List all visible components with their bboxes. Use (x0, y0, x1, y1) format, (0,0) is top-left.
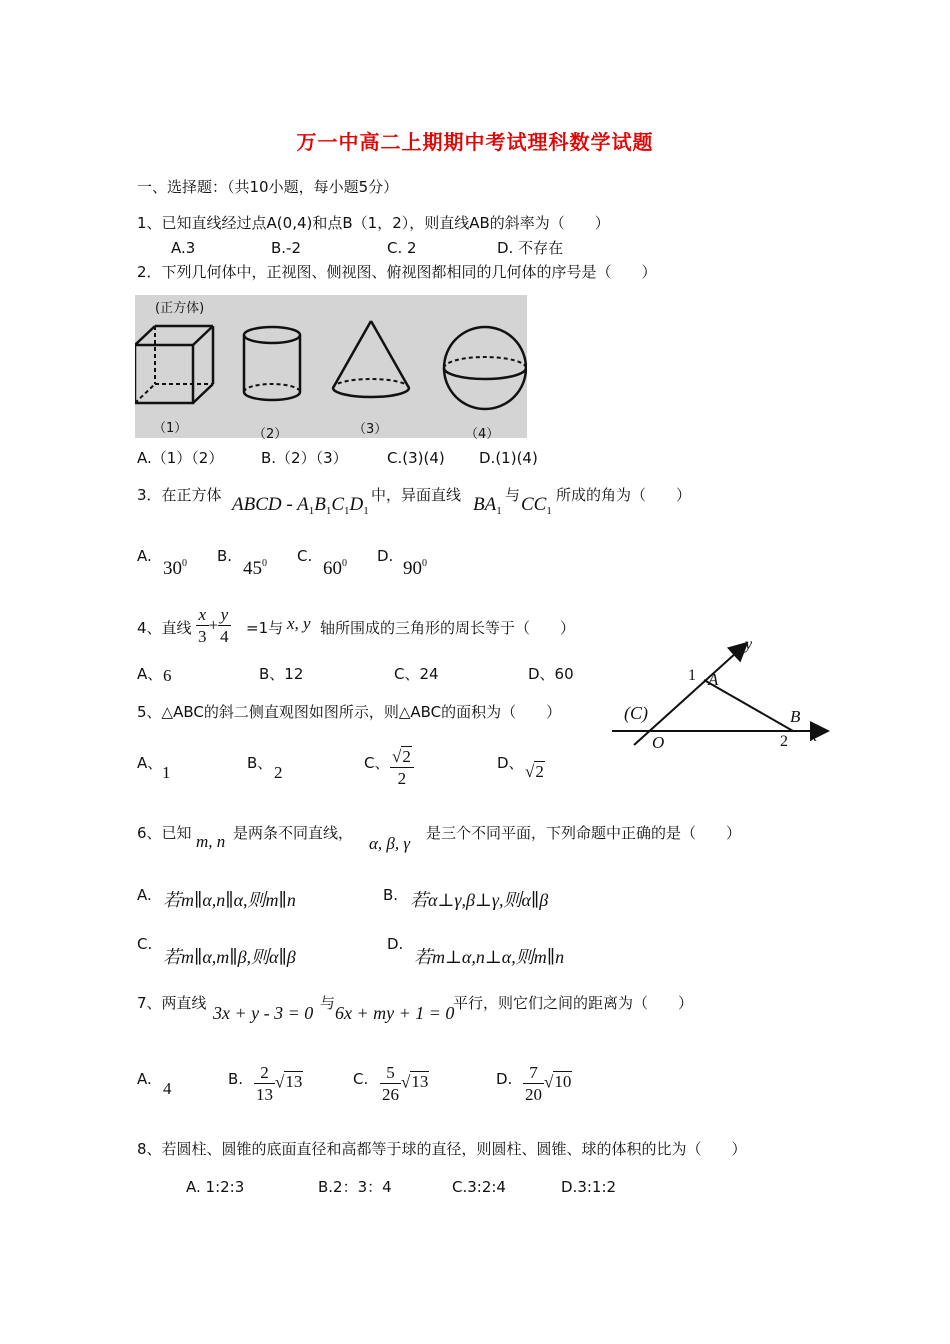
q5-option-c: C、 (364, 754, 390, 772)
q4-equation: $\frac{x}{3}$ + $\frac{y}{4}$ (198, 605, 229, 646)
q4-stem-b: =1与 (246, 619, 284, 637)
q6-planes: α, β, γ (369, 834, 411, 853)
q3-stem-d: 所成的角为（ ） (556, 486, 692, 504)
q8-option-d: D.3:1:2 (561, 1178, 617, 1196)
q6-value-a: 若m∥α,n∥α,则m∥n (163, 890, 296, 910)
q8-stem: 8、若圆柱、圆锥的底面直径和高都等于球的直径，则圆柱、圆锥、球的体积的比为（ ） (137, 1140, 747, 1158)
q6-stem-b: 是两条不同直线， (233, 824, 354, 842)
q3-value-a: $30^0$ (163, 558, 187, 579)
q7-option-b: B. (228, 1070, 244, 1088)
q4-stem-a: 4、直线 (137, 619, 192, 637)
q1-stem: 1、已知直线经过点A(0,4)和点B（1，2），则直线AB的斜率为（ ） (137, 214, 610, 232)
q6-stem-a: 6、已知 (137, 824, 192, 842)
q5-value-b: 2 (274, 763, 283, 782)
fig-origin-o: O (652, 733, 665, 752)
q3-option-a: A. (137, 547, 152, 565)
q7-equation-2: 6x + my + 1 = 0 (335, 1003, 455, 1023)
q4-axes: x, y (287, 614, 311, 633)
q5-option-b: B、 (247, 754, 273, 772)
q8-option-c: C.3:2:4 (452, 1178, 506, 1196)
q3-stem-c: 与 (505, 486, 521, 504)
q7-equation-1: 3x + y - 3 = 0 (213, 1003, 314, 1023)
q6-lines: m, n (196, 832, 226, 851)
q3-line-ba1: $BA_1$ (473, 494, 502, 517)
q7-option-d: D. (496, 1070, 513, 1088)
fig-axis-y: y (745, 636, 753, 653)
q1-option-c: C. 2 (387, 239, 417, 257)
q4-option-c: C、24 (394, 665, 439, 683)
q3-cube-name: ABCD - $A_1B_1C_1D_1$ (232, 494, 369, 517)
q7-value-c: $\frac{5}{26}$ √13 (382, 1063, 429, 1104)
q5-stem: 5、△ABC的斜二侧直观图如图所示，则△ABC的面积为（ ） (137, 703, 562, 721)
q6-value-c: 若m∥α,m∥β,则α∥β (163, 947, 296, 967)
fig-tick-2: 2 (780, 733, 788, 750)
solids-drawing (135, 295, 527, 438)
q3-stem-b: 中，异面直线 (371, 486, 462, 504)
q1-option-d: D. 不存在 (497, 239, 564, 257)
oblique-triangle-figure (610, 635, 840, 755)
q7-stem-a: 7、两直线 (137, 994, 207, 1012)
q2-stem: 2．下列几何体中，正视图、侧视图、俯视图都相同的几何体的序号是（ ） (137, 263, 657, 281)
q5-value-d: √2 (525, 762, 544, 781)
fig-point-c: (C) (624, 703, 648, 723)
q2-option-c: C.(3)(4) (387, 449, 445, 467)
q4-option-d: D、60 (528, 665, 574, 683)
q3-option-c: C. (297, 547, 313, 565)
q2-option-a: A.（1）（2） (137, 449, 224, 467)
solid-label-4: （4） (465, 427, 500, 442)
page-title: 万一中高二上期期中考试理科数学试题 (296, 130, 654, 154)
q3-option-b: B. (217, 547, 233, 565)
q7-value-b: $\frac{2}{13}$ √13 (256, 1063, 303, 1104)
q4-option-a: A、 (137, 665, 163, 683)
q7-stem-c: 平行，则它们之间的距离为（ ） (453, 994, 694, 1012)
q7-option-c: C. (353, 1070, 369, 1088)
q8-option-b: B.2：3：4 (318, 1178, 392, 1196)
q7-value-a: 4 (163, 1079, 172, 1098)
q2-option-b: B.（2）（3） (261, 449, 348, 467)
q4-value-a: 6 (163, 666, 172, 685)
triangle-drawing (610, 635, 840, 755)
fig-point-b: B (790, 707, 801, 726)
q6-stem-c: 是三个不同平面，下列命题中正确的是（ ） (426, 824, 742, 842)
q4-option-b: B、12 (259, 665, 304, 683)
solid-label-1: （1） (153, 421, 188, 436)
q6-option-b: B. (383, 886, 399, 904)
q6-option-c: C. (137, 935, 153, 953)
q3-value-b: $45^0$ (243, 558, 267, 579)
cube-caption: (正方体) (155, 301, 205, 316)
q6-option-a: A. (137, 886, 152, 904)
q7-value-d: $\frac{7}{20}$ √10 (525, 1063, 572, 1104)
solid-label-2: （2） (253, 427, 288, 442)
q1-option-a: A.3 (171, 239, 196, 257)
q6-value-d: 若m⊥α,n⊥α,则m∥n (414, 947, 565, 967)
q7-option-a: A. (137, 1070, 152, 1088)
q5-option-a: A、 (137, 754, 163, 772)
q3-value-d: $90^0$ (403, 558, 427, 579)
q7-stem-b: 与 (320, 994, 336, 1012)
fig-axis-x: x (810, 728, 818, 745)
q5-value-c: $\frac{√2}{2}$ (390, 748, 414, 787)
q5-value-a: 1 (162, 763, 171, 782)
q8-option-a: A. 1:2:3 (186, 1178, 245, 1196)
solids-figure (135, 295, 527, 442)
fig-tick-1: 1 (688, 667, 696, 684)
solid-label-3: （3） (353, 422, 388, 437)
q6-value-b: 若α⊥γ,β⊥γ,则α∥β (410, 890, 549, 910)
q3-line-cc1: $CC_1$ (521, 494, 552, 517)
q3-stem-a: 3．在正方体 (137, 486, 222, 504)
q4-stem-c: 轴所围成的三角形的周长等于（ ） (320, 619, 576, 637)
fig-point-a: A (708, 670, 719, 689)
q3-value-c: $60^0$ (323, 558, 347, 579)
q5-option-d: D、 (497, 754, 524, 772)
q6-option-d: D. (387, 935, 404, 953)
q2-option-d: D.(1)(4) (479, 449, 538, 467)
q3-option-d: D. (377, 547, 394, 565)
q1-option-b: B.-2 (271, 239, 302, 257)
section-heading: 一、选择题：（共10小题，每小题5分） (137, 178, 399, 196)
